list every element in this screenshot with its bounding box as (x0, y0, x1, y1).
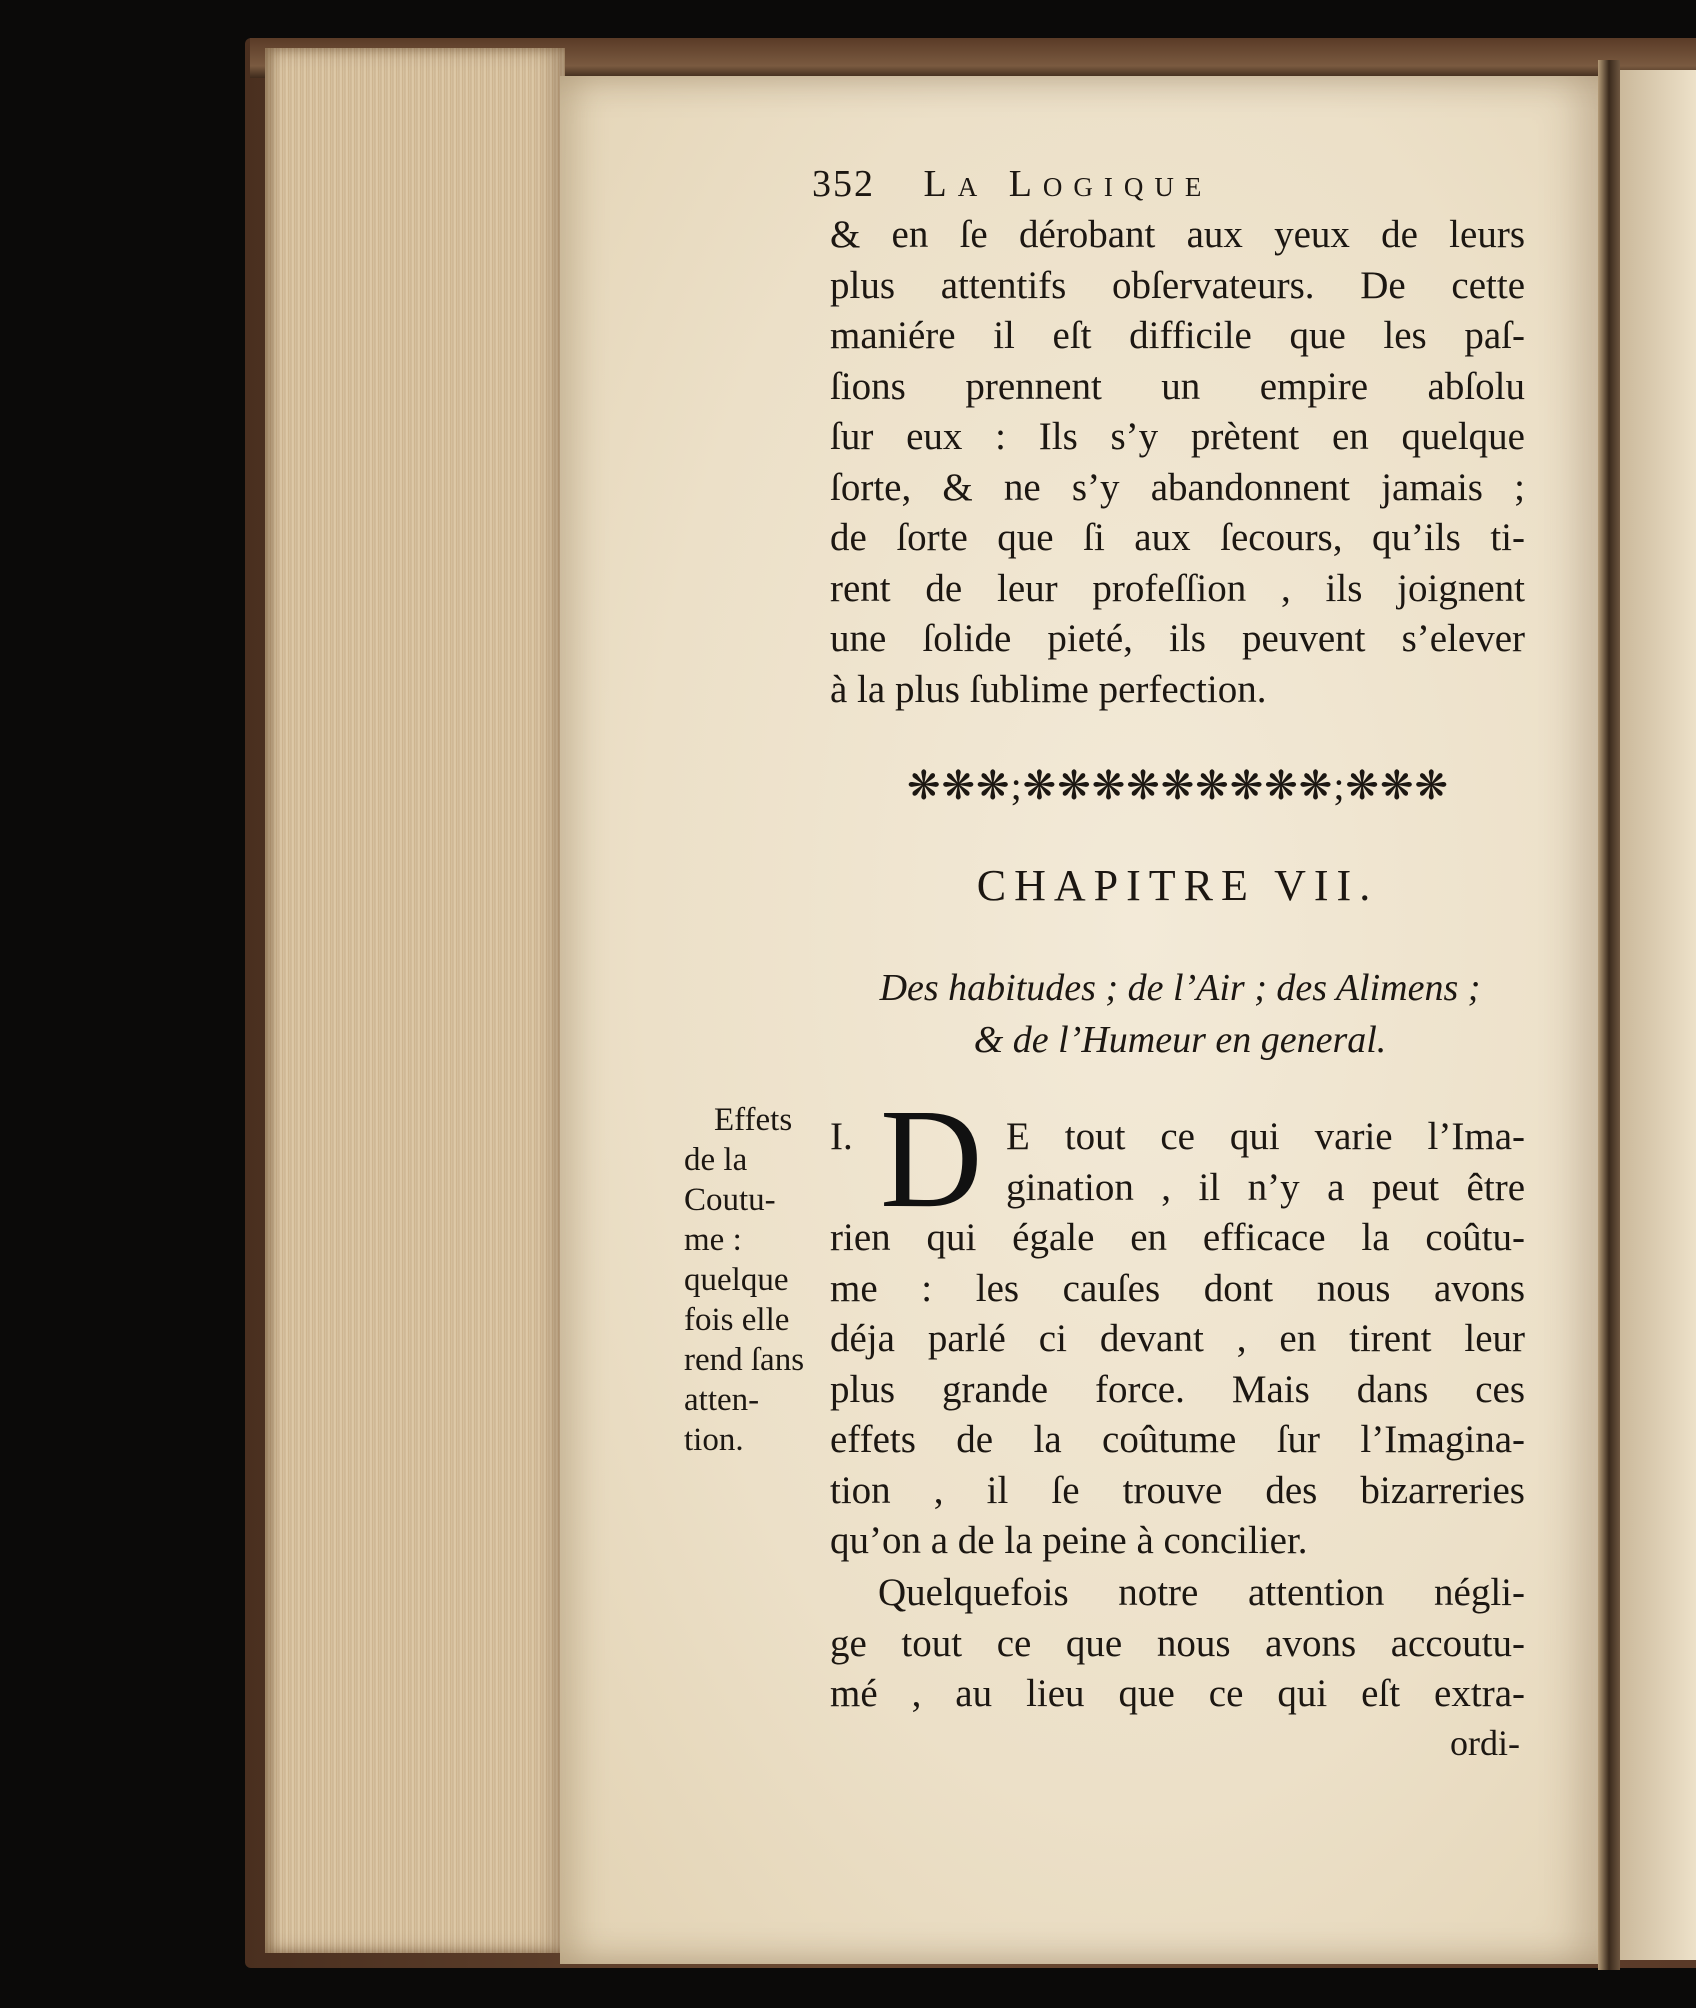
text-line: & en ſe dérobant aux yeux de leurs (830, 213, 1525, 256)
chapter-heading: CHAPITRE VII. (976, 861, 1379, 910)
text-line: ge tout ce que nous avons accoutu- (830, 1621, 1525, 1665)
ornament-band: ❋❋❋;❋❋❋❋❋❋❋❋❋;❋❋❋ (907, 763, 1449, 808)
margin-note-line: rend ſans (684, 1342, 805, 1378)
text-line: déja parlé ci devant , en tirent leur (830, 1317, 1525, 1360)
text-line: rien qui égale en efficace la coûtu- (830, 1216, 1525, 1259)
book-gutter (1598, 60, 1620, 1970)
drop-cap: D (880, 1079, 983, 1237)
margin-note-line: de la (684, 1142, 748, 1178)
text-line: qu’on a de la peine à concilier. (830, 1519, 1308, 1562)
top-paragraph (830, 210, 1525, 715)
text-line (830, 1112, 1525, 1163)
margin-note-line: quelque (684, 1262, 789, 1298)
margin-note-line: atten- (684, 1382, 760, 1418)
running-title: La Logique (923, 163, 1213, 205)
text-line: tion , il ſe trouve des bizarreries (830, 1468, 1525, 1512)
running-header (812, 162, 1212, 206)
page-number: 352 (812, 163, 875, 205)
subtitle-line: & de l’Humeur en general. (973, 1019, 1387, 1061)
text-line (830, 1163, 1525, 1214)
text-line: maniére il eſt difficile que les paſ- (830, 314, 1525, 357)
chapter-subtitle (830, 962, 1530, 1066)
margin-note-line: Coutu- (684, 1182, 776, 1218)
text-line: ſur eux : Ils s’y prètent en quelque (830, 415, 1525, 458)
text-line-content: E tout ce qui varie l’Ima- (1006, 1115, 1525, 1158)
margin-note-line: tion. (684, 1422, 744, 1458)
section-paragraph (830, 1112, 1525, 1567)
section-number: I. (830, 1115, 853, 1158)
subtitle-line: Des habitudes ; de l’Air ; des Alimens ; (879, 967, 1481, 1009)
text-line: de ſorte que ſi aux ſecours, qu’ils ti- (830, 516, 1525, 559)
text-line-content: gination , il n’y a peut être (1006, 1165, 1525, 1209)
margin-note (684, 1100, 834, 1460)
text-line: mé , au lieu que ce qui eſt extra- (830, 1672, 1525, 1715)
text-line: me : les cauſes dont nous avons (830, 1266, 1525, 1310)
margin-note-line: fois elle (684, 1302, 790, 1338)
text-line: rent de leur profeſſion , ils joignent (830, 566, 1525, 610)
second-paragraph (830, 1568, 1525, 1720)
margin-note-line: Effets (714, 1102, 793, 1138)
facing-page-edge (1620, 70, 1696, 1960)
catchword: ordi- (1450, 1723, 1520, 1763)
margin-note-line: me : (684, 1222, 742, 1258)
text-line: plus grande force. Mais dans ces (830, 1367, 1525, 1411)
text-line: une ſolide pieté, ils peuvent s’elever (830, 617, 1525, 660)
text-line: effets de la coûtume ſur l’Imagina- (830, 1418, 1525, 1461)
text-line: à la plus ſublime perfection. (830, 667, 1267, 711)
text-line: Quelquefois notre attention négli- (878, 1571, 1525, 1614)
page-block-edges (265, 48, 565, 1953)
text-line: plus attentifs obſervateurs. De cette (830, 263, 1525, 307)
text-line: ſions prennent un empire abſolu (830, 364, 1525, 408)
text-line: ſorte, & ne s’y abandonnent jamais ; (830, 465, 1525, 509)
